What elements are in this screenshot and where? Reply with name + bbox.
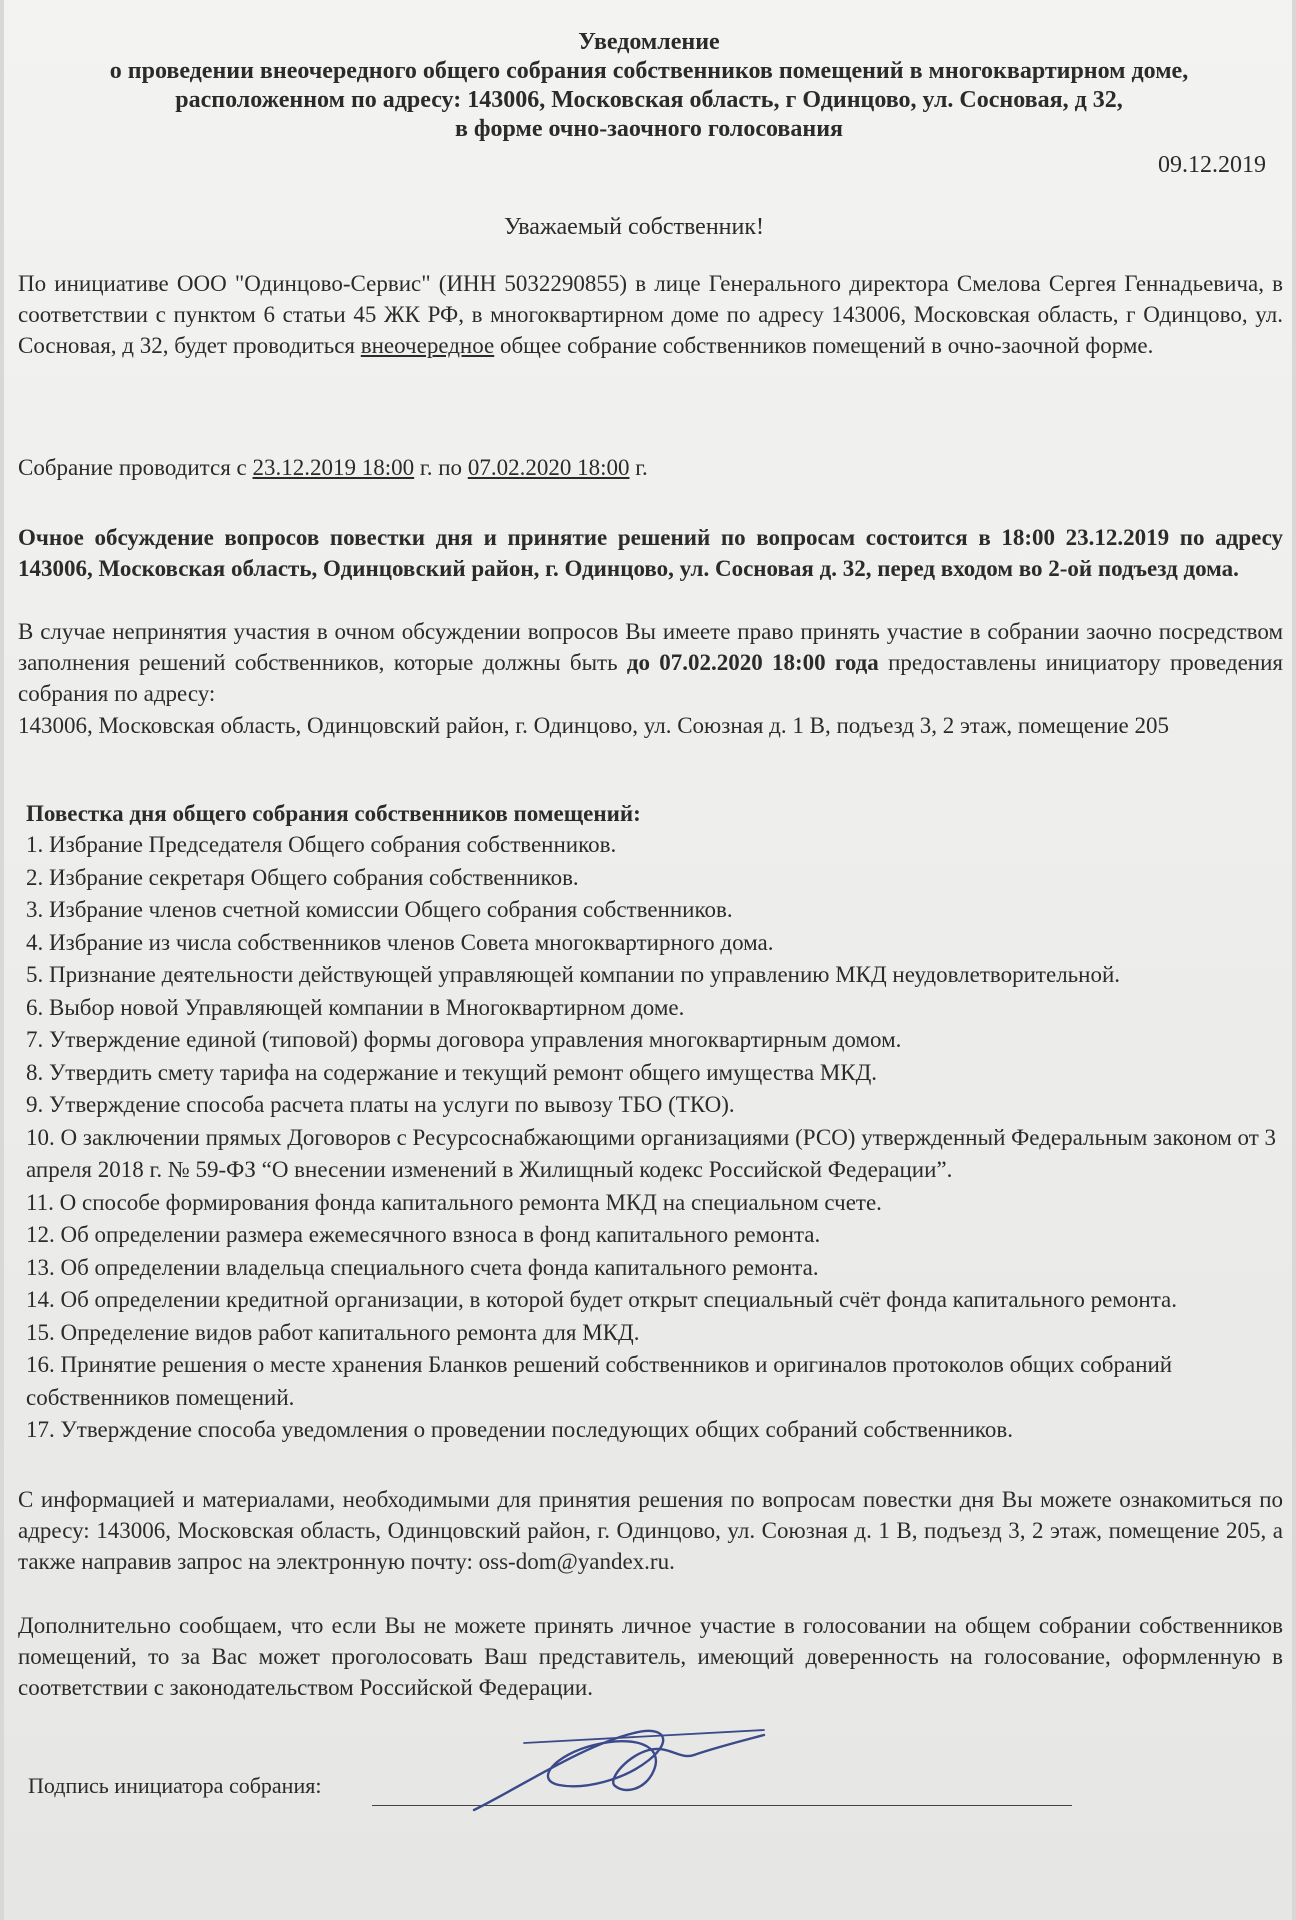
agenda-item: 15. Определение видов работ капитального ремонта для МКД. [26,1319,640,1345]
absentee-text: В случае непринятия участия в очном обсуждении вопросов Вы имеете право принять участие в собрании заочно посредством заполнения решений собственников, которые должны быть [18,619,1283,675]
intro-text: По инициативе ООО "Одинцово-Сервис" (ИНН 5032290855) в лице Генерального директора Смелова Сергея Геннадьевича, в соответствии с пунктом 6 статьи 45 ЖК РФ, в многоквартирном доме по адресу 143006, Московская область, г Одинцово, ул. Сосновая, д 32, будет проводиться [18,271,1283,358]
agenda-section [26,798,1286,1447]
absentee-address: 143006, Московская область, Одинцовский район, г. Одинцово, ул. Союзная д. 1 В, подъезд 3, 2 этаж, помещение 205 [18,713,1169,738]
agenda-title: Повестка дня общего собрания собственников помещений: [26,801,641,826]
period-start: 23.12.2019 18:00 [252,455,415,480]
salutation: Уважаемый собственник! [503,214,765,240]
intro-paragraph [18,268,1283,361]
materials-paragraph: С информацией и материалами, необходимыми для принятия решения по вопросам повестки дня Вы можете ознакомиться по адресу: 143006, Московская область, Одинцовский район, г. Одинцово, ул. Союзная д. 1 В, подъезд 3, 2 этаж, помещение 205, а также направив запрос на электронную почту: oss-dom@yandex.ru. [18,1487,1283,1574]
period-prefix: Собрание проводится с [18,455,253,480]
agenda-item: 9. Утверждение способа расчета платы на услуги по вывозу ТБО (ТКО). [26,1092,735,1117]
agenda-item: 12. Об определении размера ежемесячного взноса в фонд капитального ремонта. [26,1222,821,1247]
absentee-text-end: предоставлены инициатору проведения собрания по адресу: [18,650,1283,706]
handwritten-signature [464,1715,784,1825]
agenda-item: 7. Утверждение единой (типовой) формы договора управления многоквартирным домом. [26,1027,902,1052]
agenda-item: 8. Утвердить смету тарифа на содержание и текущий ремонт общего имущества МКД. [26,1059,878,1085]
agenda-item: 17. Утверждение способа уведомления о проведении последующих общих собраний собственников. [26,1417,1014,1442]
period-suffix: г. [629,455,648,480]
proxy-paragraph: Дополнительно сообщаем, что если Вы не можете принять личное участие в голосовании на общем собрании собственников помещений, то за Вас может проголосовать Ваш представитель, имеющий доверенность на голосование, оформленную в соответствии с законодательством Российской Федерации. [18,1613,1283,1700]
document-title [44,28,1254,144]
meeting-period [18,452,1283,483]
in-person-meeting-paragraph: Очное обсуждение вопросов повестки дня и принятие решений по вопросам состоится в 18:00 23.12.2019 по адресу 143006, Московская область, Одинцовский район, г. Одинцово, ул. Сосновая д. 32, перед входом во 2-ой подъезд дома. [18,525,1283,581]
agenda-item: 14. Об определении кредитной организации, в которой будет открыт специальный счёт фонда капитального ремонта. [26,1287,1177,1312]
agenda-item: 13. Об определении владельца специального счета фонда капитального ремонта. [26,1254,819,1280]
period-end: 07.02.2020 18:00 [467,455,630,480]
agenda-item: 3. Избрание членов счетной комиссии Общего собрания собственников. [26,897,733,922]
absentee-deadline: до 07.02.2020 18:00 года [626,650,879,675]
title-line-3: расположенном по адресу: 143006, Московская область, г Одинцово, ул. Сосновая, д 32, [175,87,1123,113]
absentee-paragraph [18,616,1283,709]
agenda-item: 2. Избрание секретаря Общего собрания собственников. [26,864,579,890]
intro-underlined: внеочередное [360,333,495,358]
document-page [4,0,1292,1920]
title-line-4: в форме очно-заочного голосования [454,116,844,142]
signature-label: Подпись инициатора собрания: [28,1773,322,1798]
agenda-item: 1. Избрание Председателя Общего собрания собственников. [26,832,617,857]
period-middle: г. по [414,455,468,480]
notice-date: 09.12.2019 [1158,152,1266,178]
agenda-item: 4. Избрание из числа собственников членов Совета многоквартирного дома. [26,929,774,955]
agenda-item: 5. Признание деятельности действующей управляющей компании по управлению МКД неудовлетворительной. [26,962,1121,987]
agenda-item: 11. О способе формирования фонда капитального ремонта МКД на специальном счете. [26,1189,882,1215]
agenda-item: 10. О заключении прямых Договоров с Ресурсоснабжающими организациями (РСО) утвержденный Федеральным законом от 3 апреля 2018 г. № 59-ФЗ “О внесении изменений в Жилищный кодекс Российской Федерации”. [26,1124,1277,1182]
title-line-2: о проведении внеочередного общего собрания собственников помещений в многоквартирном доме, [109,58,1189,84]
intro-text-end: общее собрание собственников помещений в очно-заочной форме. [494,333,1154,358]
title-line-1: Уведомление [578,29,720,55]
agenda-item: 6. Выбор новой Управляющей компании в Многоквартирном доме. [26,994,685,1020]
agenda-item: 16. Принятие решения о месте хранения Бланков решений собственников и оригиналов протоколов общих собраний собственников помещений. [26,1352,1173,1410]
